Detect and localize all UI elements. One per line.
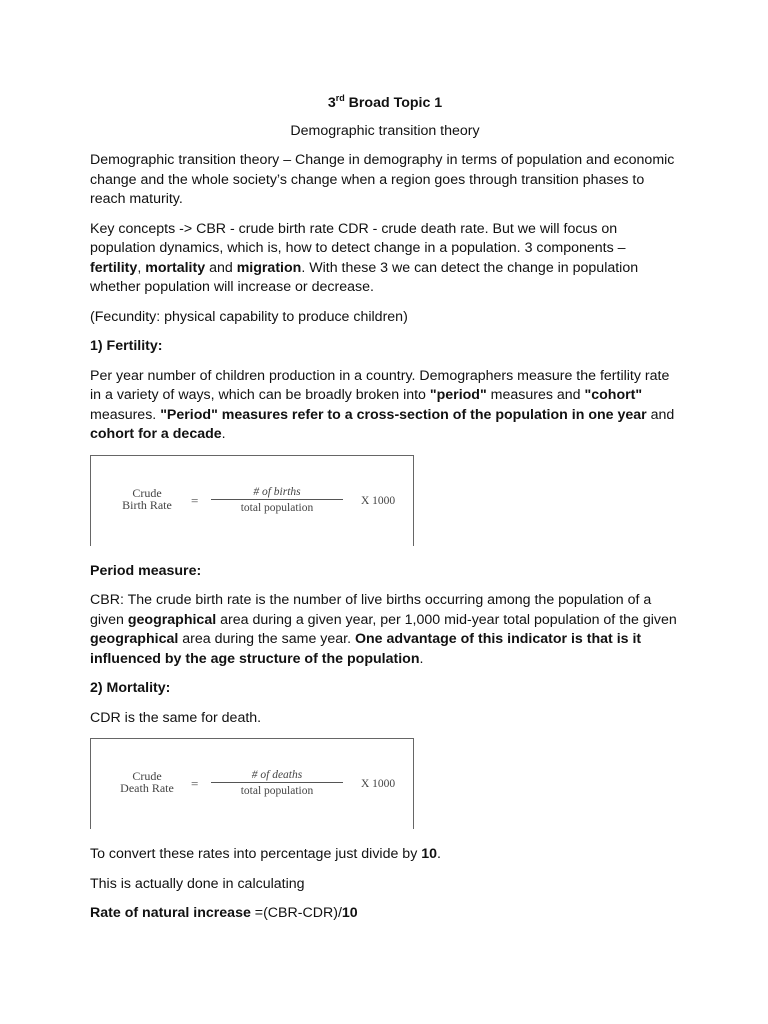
calculating-paragraph: This is actually done in calculating [90, 875, 305, 892]
fertility-paragraph: Per year number of children production in a country. Demographers measure the fertility rate in a variety of ways, which can be broadly broken into "period" measures and "cohort" measures. "Period" measures refer to a cross-section of the population in one year and cohort for a decade. [90, 367, 675, 442]
formula-equals: = [191, 776, 199, 791]
formula-multiplier: X 1000 [361, 494, 396, 507]
crude-birth-rate-formula [90, 455, 414, 546]
page-title: 3rd Broad Topic 1 [327, 93, 443, 111]
cdr-paragraph: CDR is the same for death. [90, 709, 262, 726]
formula-fraction [211, 486, 343, 514]
formula-fraction [211, 769, 343, 797]
fecundity-note: (Fecundity: physical capability to produce children) [90, 308, 408, 325]
cbr-paragraph: CBR: The crude birth rate is the number of live births occurring among the population of a given geographical area during a given year, per 1,000 mid-year total population of the given geographical area during the same year. One advantage of this indicator is that is it influenced by the age structure of the population. [90, 592, 677, 667]
formula-equals: = [191, 492, 199, 508]
heading-fertility: 1) Fertility: [90, 338, 163, 354]
term-fertility: fertility [90, 259, 138, 276]
formula-denominator: total population [240, 501, 314, 514]
title-superscript: rd [335, 93, 345, 103]
formula-lhs: Crude Birth Rate [122, 485, 172, 512]
term-migration: migration [236, 259, 302, 276]
fraction-bar [211, 782, 343, 783]
formula-lhs: Crude Death Rate [120, 769, 174, 795]
term-mortality: mortality [145, 259, 206, 276]
formula-numerator: # of births [253, 485, 301, 498]
page-subtitle: Demographic transition theory [290, 122, 480, 139]
formula-numerator: # of deaths [251, 769, 303, 781]
convert-paragraph: To convert these rates into percentage just divide by 10. [90, 846, 441, 862]
key-concepts-paragraph: Key concepts -> CBR - crude birth rate CDR - crude death rate. But we will focus on population dynamics, which is, how to detect change in a population. 3 components – fertility, mortality and migration. With these 3 we can detect the change in population whether population will increase or decrease. [90, 220, 639, 295]
heading-mortality: 2) Mortality: [90, 680, 171, 696]
fraction-bar [211, 499, 343, 500]
document-body [90, 94, 680, 934]
intro-paragraph: Demographic transition theory – Change in demography in terms of population and economic change and the whole society’s change when a region goes through transition phases to reach maturity. [90, 152, 675, 207]
crude-death-rate-formula [90, 738, 414, 829]
formula-multiplier: X 1000 [361, 778, 396, 790]
formula-denominator: total population [240, 785, 314, 797]
natural-increase-formula: Rate of natural increase =(CBR-CDR)/10 [90, 905, 358, 921]
heading-period-measure: Period measure: [90, 562, 202, 579]
